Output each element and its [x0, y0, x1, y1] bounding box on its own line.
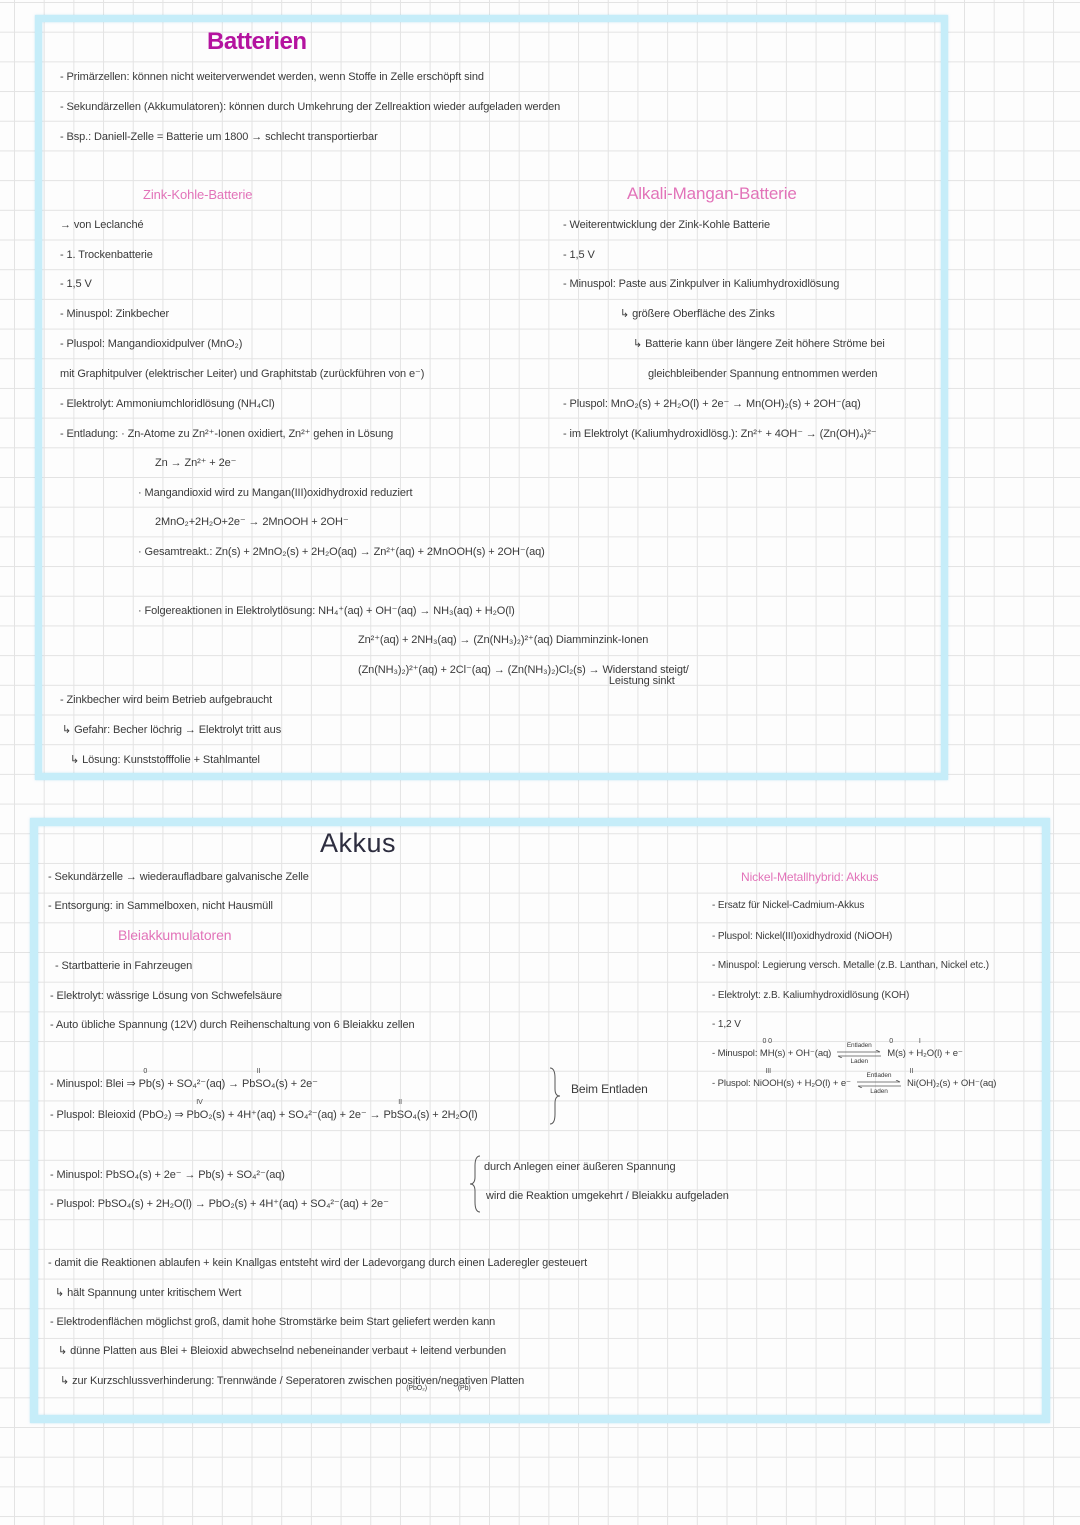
intro-line: - Sekundärzellen (Akkumulatoren): können durch Umkehrung der Zellreaktion wieder aufgeladen werden — [60, 101, 561, 113]
batterien-title: Batterien — [207, 28, 307, 55]
nimh-line: - 1,2 V — [712, 1019, 741, 1030]
bleiakku-note: - damit die Reaktionen ablaufen + kein Knallgas entsteht wird der Ladevorgang durch einen Laderegler gesteuert — [48, 1257, 588, 1269]
laden-label: wird die Reaktion umgekehrt / Bleiakku aufgeladen — [486, 1190, 729, 1202]
zink-kohle-equation: · Folgereaktionen in Elektrolytlösung: NH₄⁺(aq) + OH⁻(aq) → NH₃(aq) + H₂O(l) — [138, 605, 515, 617]
alkali-mangan-line: gleichbleibender Spannung entnommen werden — [648, 368, 878, 380]
bleiakku-note — [60, 1373, 525, 1392]
equation-text: (s) + 2H₂O(l) — [416, 1109, 478, 1121]
laden-label: durch Anlegen einer äußeren Spannung — [484, 1161, 676, 1173]
right-brace-icon — [548, 1066, 562, 1126]
akkus-line: - Entsorgung: in Sammelboxen, nicht Hausmüll — [48, 900, 273, 912]
equation-text: - Minuspol: — [712, 1048, 760, 1059]
note-text: ↳ zur Kurzschlussverhinderung: Trennwände / Seperatoren zwischen — [60, 1375, 396, 1387]
alkali-mangan-line: - 1,5 V — [563, 249, 595, 261]
alkali-mangan-title: Alkali-Mangan-Batterie — [627, 184, 797, 203]
alkali-mangan-equation: - im Elektrolyt (Kaliumhydroxidlösg.): Zn²⁺ + 4OH⁻ → (Zn(OH)₄)²⁻ — [563, 428, 877, 440]
arrow-label-laden: Laden — [850, 1058, 869, 1065]
note-formula: (PbO₂) — [406, 1385, 427, 1392]
equation-text: (s) + H₂O(l) + e⁻ — [783, 1078, 851, 1089]
bleiakku-line: - Startbatterie in Fahrzeugen — [55, 960, 193, 972]
intro-line: - Primärzellen: können nicht weiterverwendet werden, wenn Stoffe in Zelle erschöpft sind — [60, 71, 484, 83]
note-word: positiven — [395, 1375, 438, 1387]
zink-kohle-line: - Pluspol: Mangandioxidpulver (MnO₂) — [60, 338, 243, 350]
alkali-mangan-line: - Weiterentwicklung der Zink-Kohle Batterie — [563, 219, 771, 231]
laden-pluspol-equation: - Pluspol: PbSO₄(s) + 2H₂O(l) → PbO₂(s) + 4H⁺(aq) + SO₄²⁻(aq) + 2e⁻ — [50, 1198, 389, 1210]
entladen-label: Beim Entladen — [571, 1082, 648, 1096]
species — [906, 1068, 916, 1092]
nimh-line: - Ersatz für Nickel-Cadmium-Akkus — [712, 900, 865, 911]
zink-kohle-line: mit Graphitpulver (elektrischer Leiter) und Graphitstab (zurückführen von e⁻) — [60, 368, 425, 380]
oxidation-number: IV — [196, 1099, 203, 1106]
zink-kohle-line: - Zinkbecher wird beim Betrieb aufgebraucht — [60, 694, 273, 706]
equation-text: (Zn(NH₃)₂)²⁺(aq) + 2Cl⁻(aq) → (Zn(NH₃)₂)Cl₂(s) → — [358, 664, 603, 676]
equation-text: (OH)₂(s) + OH⁻(aq) — [915, 1078, 997, 1089]
zink-kohle-equation: · Gesamtreakt.: Zn(s) + 2MnO₂(s) + 2H₂O(aq) → Zn²⁺(aq) + 2MnOOH(s) + 2OH⁻(aq) — [138, 546, 545, 558]
nimh-title: Nickel-Metallhybrid: Akkus — [741, 870, 879, 884]
nimh-line: - Minuspol: Legierung versch. Metalle (z.B. Lanthan, Nickel etc.) — [712, 960, 989, 971]
zink-kohle-line: · Mangandioxid wird zu Mangan(III)oxidhydroxid reduziert — [138, 487, 413, 499]
species — [887, 1038, 896, 1062]
species-formula: PbSO₄ — [241, 1078, 276, 1090]
zink-kohle-line: ↳ Lösung: Kunststofffolie + Stahlmantel — [70, 754, 260, 766]
species-formula: PbSO₄ — [383, 1109, 417, 1121]
species-formula: NiOOH — [753, 1078, 784, 1089]
equation-text: - Minuspol: Blei ⇒ — [50, 1078, 139, 1090]
species-formula: Ni — [906, 1078, 916, 1089]
zink-kohle-line: - 1. Trockenbatterie — [60, 249, 153, 261]
bleiakku-line: - Elektrolyt: wässrige Lösung von Schwefelsäure — [50, 990, 282, 1002]
oxidation-number: II — [398, 1099, 402, 1106]
zink-kohle-line: - 1,5 V — [60, 278, 92, 290]
effect-line-1: Widerstand steigt/ — [602, 664, 689, 676]
nimh-line: - Pluspol: Nickel(III)oxidhydroxid (NiOOH) — [712, 931, 893, 942]
species-formula: Pb — [138, 1078, 152, 1090]
equilibrium-arrow-icon — [855, 1072, 903, 1095]
zink-kohle-line: - Elektrolyt: Ammoniumchloridlösung (NH₄Cl) — [60, 398, 275, 410]
intro-line: - Bsp.: Daniell-Zelle = Batterie um 1800 → schlecht transportierbar — [60, 131, 378, 143]
arrow-label-entladen: Entladen — [866, 1072, 892, 1079]
species-formula: H — [916, 1048, 924, 1059]
nimh-pluspol-equation — [712, 1068, 997, 1095]
akkus-title: Akkus — [320, 828, 397, 858]
oxidation-number: II — [909, 1068, 914, 1075]
entladen-minuspol-equation — [50, 1068, 318, 1092]
positive-plates — [395, 1373, 438, 1392]
zink-kohle-equation: Zn²⁺(aq) + 2NH₃(aq) → (Zn(NH₃)₂)²⁺(aq) Diamminzink-Ionen — [358, 634, 649, 646]
oxidation-number: III — [765, 1068, 771, 1075]
bleiakku-line: - Auto übliche Spannung (12V) durch Reihenschaltung von 6 Bleiakku zellen — [50, 1019, 415, 1031]
equation-text: (s) + SO₄²⁻(aq) → — [151, 1078, 242, 1090]
equation-text: ₂O(l) + e⁻ — [923, 1048, 963, 1059]
oxidation-number: II — [256, 1068, 261, 1075]
species-formula: PbO₂ — [186, 1109, 213, 1121]
zink-kohle-equation: 2MnO₂+2H₂O+2e⁻ → 2MnOOH + 2OH⁻ — [155, 516, 349, 528]
species — [916, 1038, 924, 1062]
equation-text: - Pluspol: — [712, 1078, 754, 1089]
oxidation-number: 0 0 — [762, 1038, 772, 1045]
alkali-mangan-equation: - Pluspol: MnO₂(s) + 2H₂O(l) + 2e⁻ → Mn(OH)₂(s) + 2OH⁻(aq) — [563, 398, 861, 410]
alkali-mangan-line: ↳ Batterie kann über längere Zeit höhere Ströme bei — [633, 338, 885, 350]
equation-text: (s) + 2e⁻ — [275, 1078, 318, 1090]
bleiakku-note: ↳ hält Spannung unter kritischem Wert — [55, 1287, 242, 1299]
equation-text: - Pluspol: Bleioxid (PbO₂) ⇒ — [50, 1109, 187, 1121]
zink-kohle-line: → von Leclanché — [60, 219, 144, 231]
akkus-line: - Sekundärzelle → wiederaufladbare galvanische Zelle — [48, 871, 309, 883]
effect-line-2: Leistung sinkt — [608, 675, 675, 687]
oxidation-number: 0 — [889, 1038, 894, 1045]
note-separator: / — [437, 1375, 441, 1387]
nimh-minuspol-equation — [712, 1038, 963, 1065]
entladen-pluspol-equation — [50, 1099, 478, 1123]
equilibrium-arrow-icon — [835, 1042, 883, 1065]
oxidation-number: I — [918, 1038, 921, 1045]
zink-kohle-equation — [358, 662, 689, 687]
zink-kohle-title: Zink-Kohle-Batterie — [143, 187, 253, 202]
arrow-label-laden: Laden — [870, 1088, 888, 1095]
species — [186, 1099, 213, 1123]
species — [241, 1068, 276, 1092]
negative-plates — [440, 1373, 488, 1392]
nimh-line: - Elektrolyt: z.B. Kaliumhydroxidlösung (KOH) — [712, 990, 910, 1001]
note-formula: (Pb) — [457, 1385, 471, 1392]
equation-text: (s) + 4H⁺(aq) + SO₄²⁻(aq) + 2e⁻ → — [212, 1109, 384, 1121]
species-formula: M — [887, 1048, 896, 1059]
zink-kohle-line: - Entladung: · Zn-Atome zu Zn²⁺-Ionen oxidiert, Zn²⁺ gehen in Lösung — [60, 428, 394, 440]
species — [383, 1099, 417, 1123]
zink-kohle-line: ↳ Gefahr: Becher löchrig → Elektrolyt tritt aus — [62, 724, 282, 736]
alkali-mangan-line: ↳ größere Oberfläche des Zinks — [620, 308, 775, 320]
bleiakku-note: - Elektrodenflächen möglichst groß, damit hohe Stromstärke beim Start geliefert werden kann — [50, 1316, 496, 1328]
bleiakku-title: Bleiakkumulatoren — [118, 927, 232, 943]
equation-text: (s) + OH⁻(aq) — [774, 1048, 832, 1059]
note-word: negativen — [440, 1375, 488, 1387]
arrow-label-entladen: Entladen — [846, 1042, 872, 1049]
species — [753, 1068, 784, 1092]
zink-kohle-line: - Minuspol: Zinkbecher — [60, 308, 170, 320]
left-brace-icon — [468, 1154, 482, 1214]
note-text: Platten — [487, 1375, 525, 1387]
zink-kohle-equation: Zn → Zn²⁺ + 2e⁻ — [155, 457, 237, 469]
species — [759, 1038, 775, 1062]
species-formula: MH — [759, 1048, 775, 1059]
species — [138, 1068, 152, 1092]
alkali-mangan-line: - Minuspol: Paste aus Zinkpulver in Kaliumhydroxidlösung — [563, 278, 840, 290]
effect-note — [602, 662, 689, 687]
equation-text: (s) + — [895, 1048, 917, 1059]
laden-minuspol-equation: - Minuspol: PbSO₄(s) + 2e⁻ → Pb(s) + SO₄²⁻(aq) — [50, 1169, 285, 1181]
bleiakku-note: ↳ dünne Platten aus Blei + Bleioxid abwechselnd nebeneinander verbaut + leitend verbunden — [58, 1345, 506, 1357]
oxidation-number: 0 — [143, 1068, 148, 1075]
